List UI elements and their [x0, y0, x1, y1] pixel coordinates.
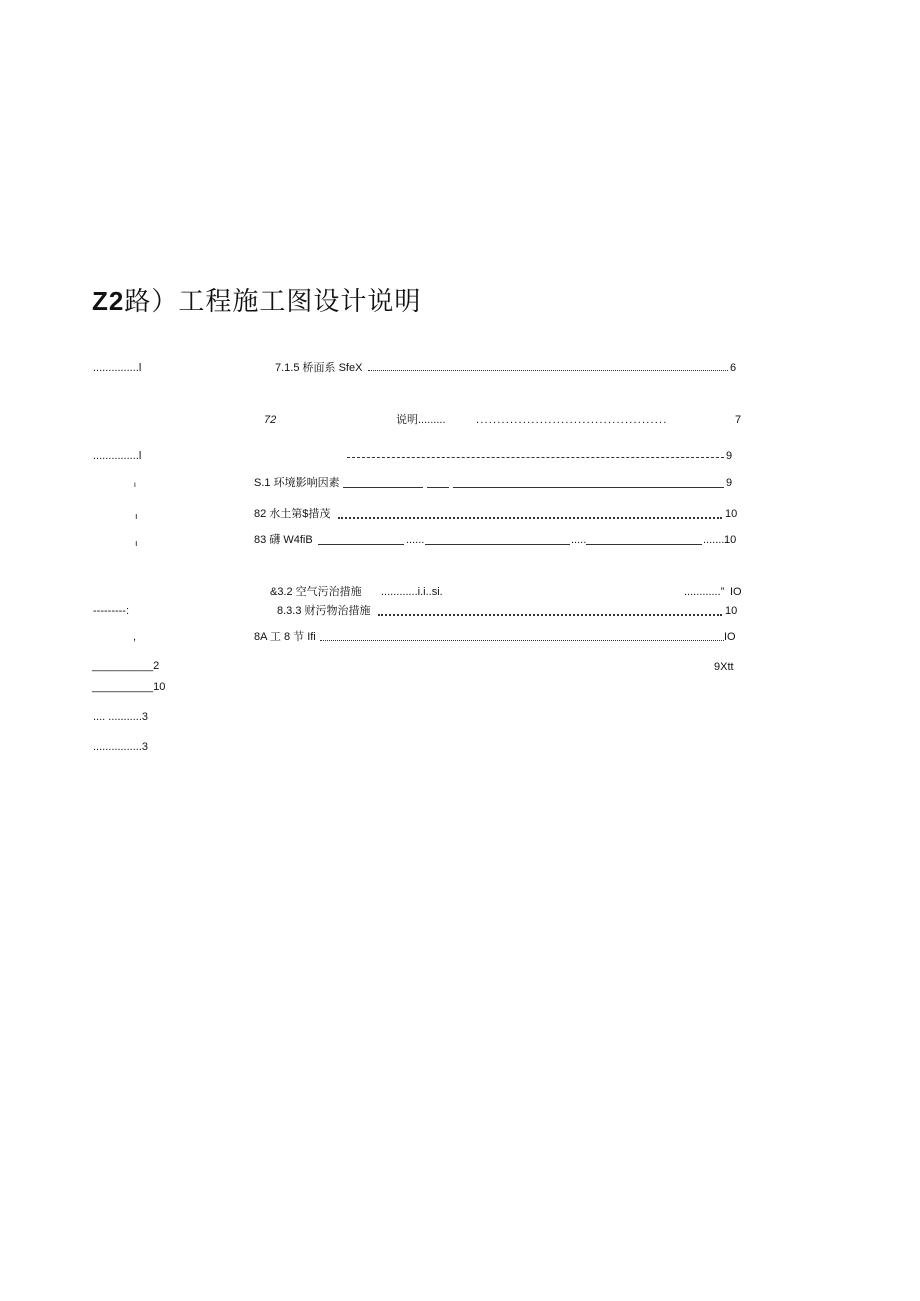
- title-bold-part: Z2: [92, 286, 125, 316]
- toc-label: S.1 环境影响因素: [254, 477, 340, 489]
- toc-label: 8.3.3 财污物治措施: [277, 605, 371, 617]
- left-fragment: ---------:: [93, 605, 130, 617]
- toc-leader: [425, 544, 570, 545]
- toc-page: 10: [724, 534, 737, 546]
- toc-label: 8A 工 8 节 Ifi: [254, 631, 316, 643]
- toc-leader: [338, 517, 722, 519]
- left-fragment: ı: [135, 511, 138, 521]
- toc-label: 83 礴 W4fiB: [254, 534, 313, 546]
- toc-label-text: 说明.........: [396, 414, 446, 426]
- toc-label: 7.1.5 桥面系 SfeX: [275, 362, 363, 374]
- toc-page: 7: [735, 414, 742, 426]
- left-fragment: ı: [135, 538, 138, 548]
- toc-leader: [318, 544, 404, 545]
- toc-page: 10: [725, 508, 738, 520]
- toc-leader: [427, 487, 449, 488]
- toc-label: &3.2 空气污治措施: [270, 586, 362, 598]
- toc-page: IO: [724, 631, 736, 643]
- toc-leader: ........: [703, 534, 728, 546]
- toc-page: 9: [726, 477, 733, 489]
- left-fragment: ...............l: [93, 362, 142, 374]
- toc-page: 9: [726, 450, 733, 462]
- left-fragment: __________2: [92, 660, 160, 672]
- left-fragment: ...............l: [93, 450, 142, 462]
- toc-leader: .............................................: [476, 414, 668, 426]
- toc-leader: [378, 614, 722, 616]
- toc-page: 10: [725, 605, 738, 617]
- left-fragment: ................3: [93, 741, 149, 753]
- left-fragment: ι: [134, 480, 136, 489]
- toc-label: 82 水土第$措茂: [254, 508, 331, 520]
- toc-leader: .....: [571, 534, 587, 546]
- toc-leader: [320, 640, 724, 641]
- toc-leader: ............i.i..si.: [381, 586, 443, 598]
- toc-leader: [453, 487, 724, 488]
- left-fragment: __________10: [92, 681, 166, 693]
- toc-leader: ............”: [684, 586, 725, 598]
- toc-leader: ......: [406, 534, 425, 546]
- title-text: 路）工程施工图设计说明: [124, 287, 422, 316]
- toc-label: 72: [264, 414, 277, 426]
- toc-leader: [343, 487, 423, 488]
- left-fragment: ,: [133, 631, 137, 643]
- toc-leader: [368, 370, 728, 371]
- toc-leader: [586, 544, 702, 545]
- toc-page: 6: [730, 362, 737, 374]
- toc-page: IO: [730, 586, 742, 598]
- toc-label: 9Xtt: [714, 661, 734, 673]
- toc-leader: [347, 457, 724, 458]
- document-title: [92, 284, 421, 319]
- left-fragment: .... ...........3: [93, 711, 149, 723]
